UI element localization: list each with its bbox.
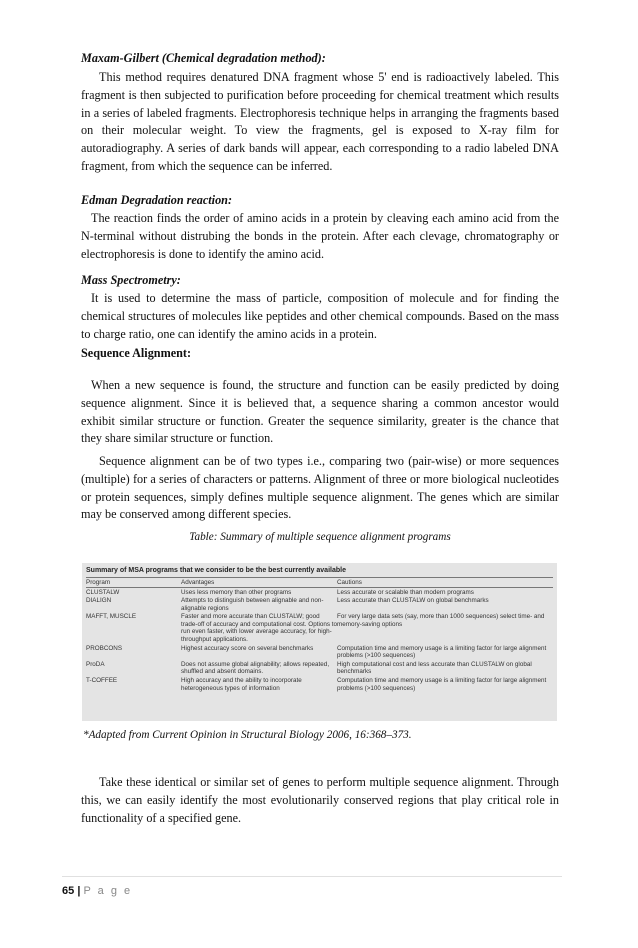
- table-row: [86, 644, 553, 660]
- msa-cell-program: PROBCONS: [86, 644, 123, 652]
- msa-cell-program: MAFFT, MUSCLE: [86, 613, 137, 621]
- msa-cell-cautions: Less accurate or scalable than modern programs: [337, 588, 474, 596]
- footer-separator: |: [77, 885, 81, 897]
- msa-header-program: Program: [86, 578, 181, 588]
- paragraph-maxam-gilbert: This method requires denatured DNA fragment whose 5' end is radioactively labeled. This fragment is then subjected to purification before proceeding for chemical treatment which results in a series of labeled fragments. Electrophoresis technique helps in arranging the fragments based on their molecular weight. To view the fragments, gel is exposed to X-ray film for autoradiography. A series of dark bands will appear, each corresponding to a radio labeled DNA fragment, from which the sequence can be inferred.: [81, 70, 559, 173]
- section-heading-edman: Edman Degradation reaction:: [81, 193, 232, 207]
- msa-cell-cautions: Computation time and memory usage is a limiting factor for large alignment problems (>100 sequences): [337, 677, 547, 692]
- table-row: [86, 660, 553, 676]
- msa-cell-cautions: Less accurate than CLUSTALW on global benchmarks: [337, 597, 489, 605]
- table-row: [86, 677, 553, 693]
- msa-table-header-row: [86, 578, 553, 588]
- section-heading-sequence-alignment: Sequence Alignment:: [81, 346, 192, 360]
- table-caption: Table: Summary of multiple sequence alignment programs: [189, 531, 451, 543]
- page-label: P a g e: [83, 885, 133, 897]
- paragraph-edman: The reaction finds the order of amino acids in a protein by cleaving each amino acid from the N-terminal without distrubing the bonds in the protein. After each clevage, chromatography or electrophoresis is done to identify the amino acid.: [81, 211, 559, 261]
- page-footer: [62, 876, 562, 897]
- msa-cell-program: DIALIGN: [86, 597, 112, 605]
- msa-cell-advantages: Uses less memory than other programs: [181, 588, 292, 596]
- msa-summary-table: [82, 563, 557, 721]
- msa-cell-advantages: Attempts to distinguish between alignable and non-alignable regions: [181, 597, 324, 612]
- msa-cell-advantages: High accuracy and the ability to incorporate heterogeneous types of information: [181, 677, 302, 692]
- msa-header-cautions: Cautions: [337, 578, 553, 588]
- msa-table-title: Summary of MSA programs that we consider to be the best currently available: [86, 567, 346, 574]
- msa-cell-program: CLUSTALW: [86, 588, 120, 596]
- page-number: 65: [62, 885, 75, 897]
- msa-cell-advantages: Faster and more accurate than CLUSTALW; good trade-off of accuracy and computational cost. Options to run even faster, with lower average accuracy, for high-throughput applications.: [181, 613, 337, 644]
- msa-cell-advantages: Does not assume global alignability; allows repeated, shuffled and absent domains.: [181, 660, 330, 676]
- table-row: [86, 613, 553, 644]
- msa-cell-program: ProDA: [86, 660, 105, 668]
- paragraph-mass-spectrometry: It is used to determine the mass of particle, composition of molecule and for finding the chemical structures of molecules like peptides and other chemical compounds. Based on the mass to charge ratio, one can identify the amino acids in a protein.: [81, 291, 559, 341]
- section-heading-mass-spectrometry: Mass Spectrometry:: [81, 273, 181, 287]
- table-row: [86, 597, 553, 613]
- msa-cell-program: T-COFFEE: [86, 677, 118, 685]
- msa-cell-cautions: For very large data sets (say, more than 1000 sequences) select time- and memory-saving options: [337, 613, 545, 628]
- paragraph-closing: Take these identical or similar set of genes to perform multiple sequence alignment. Through this, we can easily identify the most evolutionarily conserved regions that play critical role in functionality of a specified gene.: [81, 775, 559, 825]
- paragraph-sequence-alignment-2: Sequence alignment can be of two types i.e., comparing two (pair-wise) or more sequences (multiple) for a series of characters or patterns. Alignment of three or more biological nucleotides or protein sequences, simply defines multiple sequence alignment. The genes which are similar may be conserved among different species.: [81, 454, 559, 522]
- table-row: [86, 588, 553, 597]
- table-source-note: *Adapted from Current Opinion in Structural Biology 2006, 16:368–373.: [83, 729, 412, 741]
- msa-cell-cautions: Computation time and memory usage is a limiting factor for large alignment problems (>100 sequences): [337, 644, 547, 660]
- paragraph-sequence-alignment-1: When a new sequence is found, the structure and function can be easily predicted by doing sequence alignment. Since it is believed that, a sequence sharing a common ancestor would exhibit similar structure or function. Greater the sequence similarity, greater is the chance that they share similar structure or function.: [81, 378, 559, 446]
- section-heading-maxam-gilbert: Maxam-Gilbert (Chemical degradation method):: [81, 51, 326, 65]
- msa-cell-advantages: Highest accuracy score on several benchmarks: [181, 644, 314, 652]
- msa-cell-cautions: High computational cost and less accurate than CLUSTALW on global benchmarks: [337, 660, 532, 676]
- msa-header-advantages: Advantages: [181, 578, 337, 588]
